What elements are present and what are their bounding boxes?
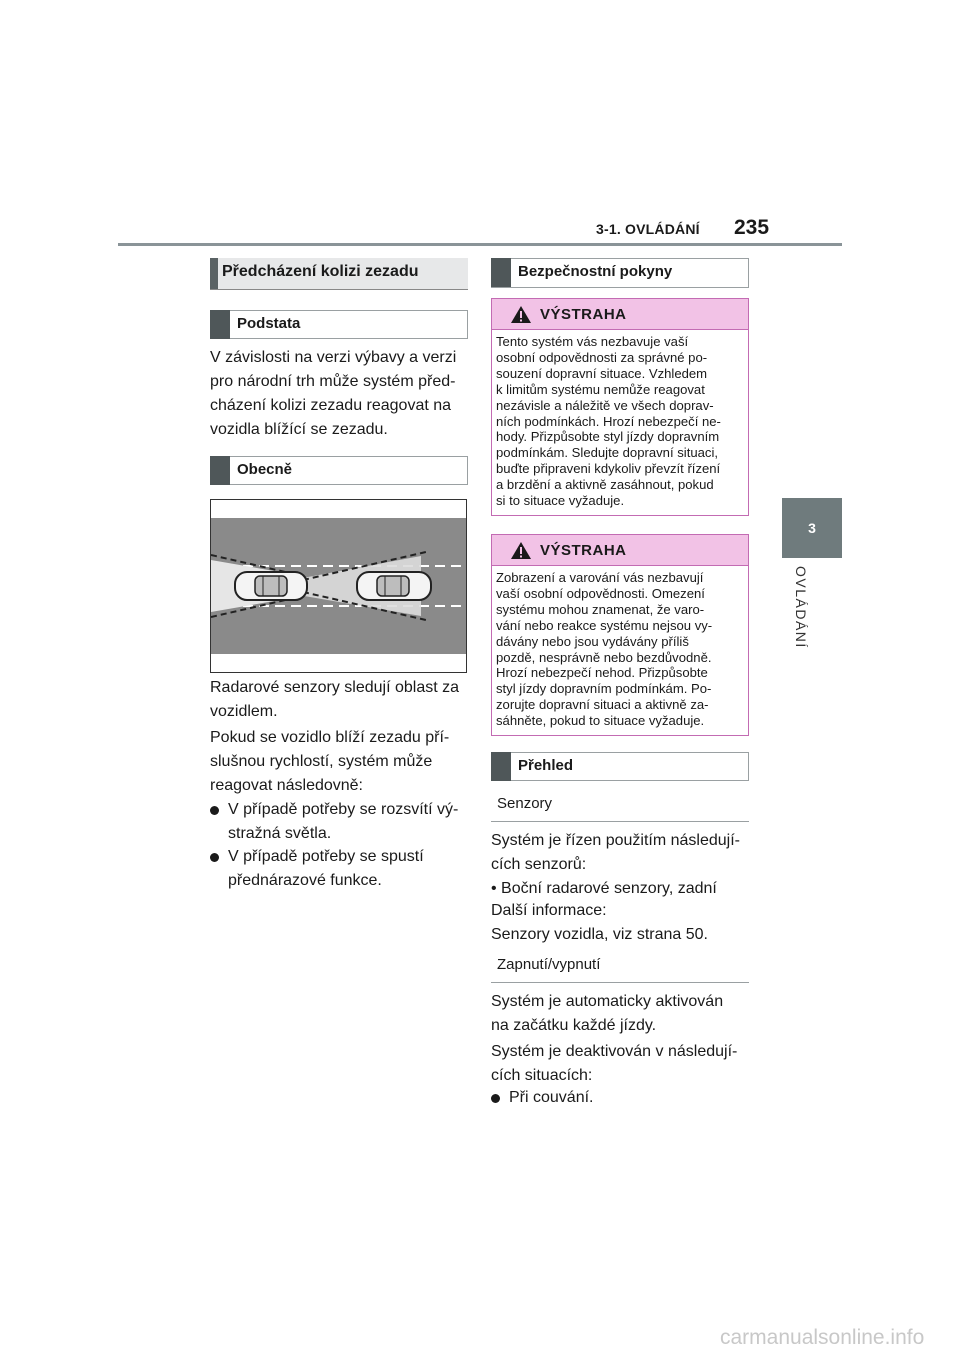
- text-line: reagovat následovně:: [210, 777, 363, 794]
- header-rule: [118, 243, 842, 246]
- subheading-prehled: [491, 752, 749, 781]
- text-line: slušnou rychlostí, systém může: [210, 753, 433, 770]
- section-heading-rear-collision: [210, 258, 468, 289]
- paragraph-podstata: [210, 346, 468, 442]
- approaching-car-icon: [357, 572, 431, 600]
- page-number: 235: [734, 216, 770, 239]
- bullet-item: [210, 798, 486, 846]
- warning-header: [492, 535, 748, 566]
- paragraph-activation: [491, 990, 753, 1038]
- warning-triangle-icon: [510, 305, 532, 324]
- text-line: vozidla blížící se zezadu.: [210, 421, 388, 438]
- paragraph-deactivation: [491, 1040, 753, 1088]
- text-line: V závislosti na verzi výbavy a verzi: [210, 349, 457, 366]
- section-heading-safety: [491, 258, 749, 288]
- plain-subheading-text: Senzory: [497, 795, 553, 812]
- bullet-item: [491, 1086, 771, 1110]
- text-line: pro národní trh může systém před-: [210, 373, 456, 390]
- text-line: V případě potřeby se spustí: [228, 848, 424, 865]
- bullet-dot-icon: [210, 806, 219, 815]
- subheading-podstata: [210, 310, 468, 339]
- bullet-item: [210, 845, 486, 893]
- chapter-tab: [782, 498, 842, 558]
- subheading-text: Obecně: [237, 461, 293, 478]
- subheading-text: Bezpečnostní pokyny: [518, 263, 673, 280]
- text-line: přednárazové funkce.: [228, 872, 382, 889]
- subheading-text: Podstata: [237, 315, 301, 332]
- bullet-dot-icon: [491, 1094, 500, 1103]
- radar-diagram-svg: [211, 500, 466, 672]
- warning-triangle-icon: [510, 541, 532, 560]
- text-line: cích situacích:: [491, 1067, 593, 1084]
- text-line: stražná světla.: [228, 825, 332, 842]
- section-heading-underline: [210, 289, 468, 290]
- text-line: Senzory vozidla, viz strana 50.: [491, 926, 708, 943]
- text-line: Při couvání.: [509, 1089, 594, 1106]
- text-line: cházení kolizi zezadu reagovat na: [210, 397, 452, 414]
- section-heading-text: Předcházení kolizi zezadu: [222, 263, 419, 280]
- paragraph-sensors: [491, 829, 753, 901]
- text-line: Systém je deaktivován v následují-: [491, 1043, 738, 1060]
- text-line: Pokud se vozidlo blíží zezadu pří-: [210, 729, 450, 746]
- text-line: Systém je řízen použitím následují-: [491, 832, 740, 849]
- text-line: vozidlem.: [210, 703, 278, 720]
- watermark: carmanualsonline.info: [720, 1326, 925, 1349]
- warning-box: [491, 534, 749, 736]
- plain-subheading-text: Zapnutí/vypnutí: [497, 956, 601, 973]
- warning-text: Zobrazení a varování vás nezbavují vaší osobní odpovědnosti. Omezení systému mohou znamenat, že varo- vání nebo reakce systému nejsou vy- dávány nebo jsou vydávány příliš pozdě, nesprávně nebo bezdůvodně. Hrozí nebezpečí nehod. Přizpůsobte styl jízdy dopravním podmínkám. Po- zorujte dopravní situaci a aktivně za- sáhněte, pokud to situace vyžaduje.: [496, 570, 713, 729]
- warning-title: VÝSTRAHA: [540, 542, 627, 559]
- text-line: V případě potřeby se rozsvítí vý-: [228, 801, 459, 818]
- text-line: cích senzorů:: [491, 856, 587, 873]
- radar-diagram: [210, 499, 467, 673]
- section-header: 3-1. OVLÁDÁNÍ: [596, 221, 700, 237]
- paragraph-more-info: [491, 899, 753, 947]
- text-line: Radarové senzory sledují oblast za: [210, 679, 460, 696]
- warning-header: [492, 299, 748, 330]
- text-line: na začátku každé jízdy.: [491, 1017, 657, 1034]
- warning-box: [491, 298, 749, 516]
- text-line: Systém je automaticky aktivován: [491, 993, 724, 1010]
- text-line: Další informace:: [491, 902, 607, 919]
- paragraph-radar: [210, 676, 468, 724]
- paragraph-approach: [210, 726, 468, 798]
- plain-subheading-senzory: [491, 789, 749, 822]
- chapter-label: OVLÁDÁNÍ: [793, 566, 809, 649]
- chapter-number: 3: [808, 520, 816, 536]
- plain-subheading-on-off: [491, 950, 749, 983]
- warning-title: VÝSTRAHA: [540, 306, 627, 323]
- subheading-obecne: [210, 456, 468, 485]
- warning-text: Tento systém vás nezbavuje vaší osobní odpovědnosti za správné po- souzení dopravní situace. Vzhledem k limitům systému nemůže reagovat nezávisle a náležitě ve všech doprav- ních podmínkách. Hrozí nebezpečí ne- hody. Přizpůsobte styl jízdy dopravním podmínkám. Sledujte dopravní situaci, buďte připraveni kdykoliv převzít řízení a brzdění a aktivně zasáhnout, pokud si to situace vyžaduje.: [496, 334, 721, 509]
- bullet-dot-icon: [210, 853, 219, 862]
- subheading-text: Přehled: [518, 757, 574, 774]
- list-item: • Boční radarové senzory, zadní: [491, 880, 717, 897]
- own-car-icon: [235, 572, 307, 600]
